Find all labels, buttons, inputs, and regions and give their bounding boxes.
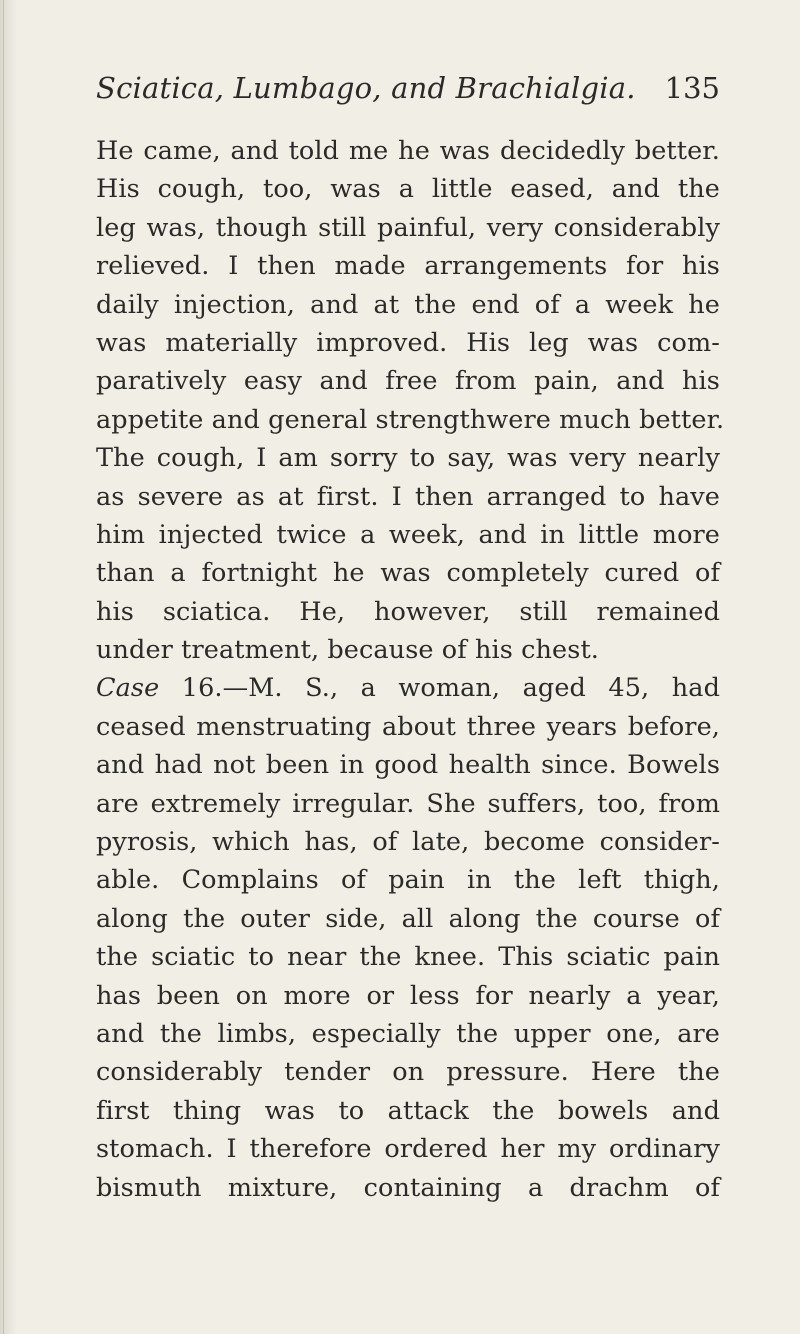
text-line: bismuth mixture, containing a drachm of [96,1172,720,1203]
text-line: ceased menstruating about three years before, [96,711,720,742]
text-line: His cough, too, was a little eased, and the [96,174,720,205]
text-line: first thing was to attack the bowels and [96,1095,720,1126]
binding-shadow-line [3,0,4,1334]
text-line: stomach. I therefore ordered her my ordinary [96,1134,720,1165]
text-line: was materially improved. His leg was com- [96,327,720,358]
text-line: him injected twice a week, and in little more [96,519,720,550]
text-line: able. Complains of pain in the left thigh, [96,865,720,896]
running-head-title: Sciatica, Lumbago, and Brachialgia. [96,71,636,105]
case-heading-text: 16.—M. S., a woman, aged 45, had [159,673,720,704]
text-line: paratively easy and free from pain, and his [96,366,720,397]
page-number: 135 [664,71,720,105]
text-line: as severe as at first. I then arranged to have [96,481,720,512]
text-line: leg was, though still painful, very considerably [96,212,720,243]
running-head [96,66,720,110]
case-label: Case [96,673,160,704]
text-line: the sciatic to near the knee. This sciatic pain [96,942,720,973]
text-line: daily injection, and at the end of a week he [96,289,720,320]
text-line: than a fortnight he was completely cured of [96,558,720,589]
text-line: his sciatica. He, however, still remained [96,596,720,627]
page-binding-edge [0,0,16,1334]
text-line: appetite and general strengthwere much better. [96,404,725,435]
text-line: and the limbs, especially the upper one, are [96,1018,720,1049]
text-line: has been on more or less for nearly a year, [96,980,720,1011]
text-line: are extremely irregular. She suffers, too, from [96,788,720,819]
text-line: The cough, I am sorry to say, was very nearly [96,443,720,474]
text-line: and had not been in good health since. Bowels [96,750,720,781]
text-line: along the outer side, all along the course of [96,903,720,934]
text-line: considerably tender on pressure. Here the [96,1057,720,1088]
text-line: pyrosis, which has, of late, become consider- [96,827,720,858]
case-16-heading-line [96,669,720,707]
text-line: relieved. I then made arrangements for his [96,251,720,282]
text-line: under treatment, because of his chest. [96,635,599,666]
text-line: He came, and told me he was decidedly better. [96,136,720,166]
body-text [96,132,725,1207]
